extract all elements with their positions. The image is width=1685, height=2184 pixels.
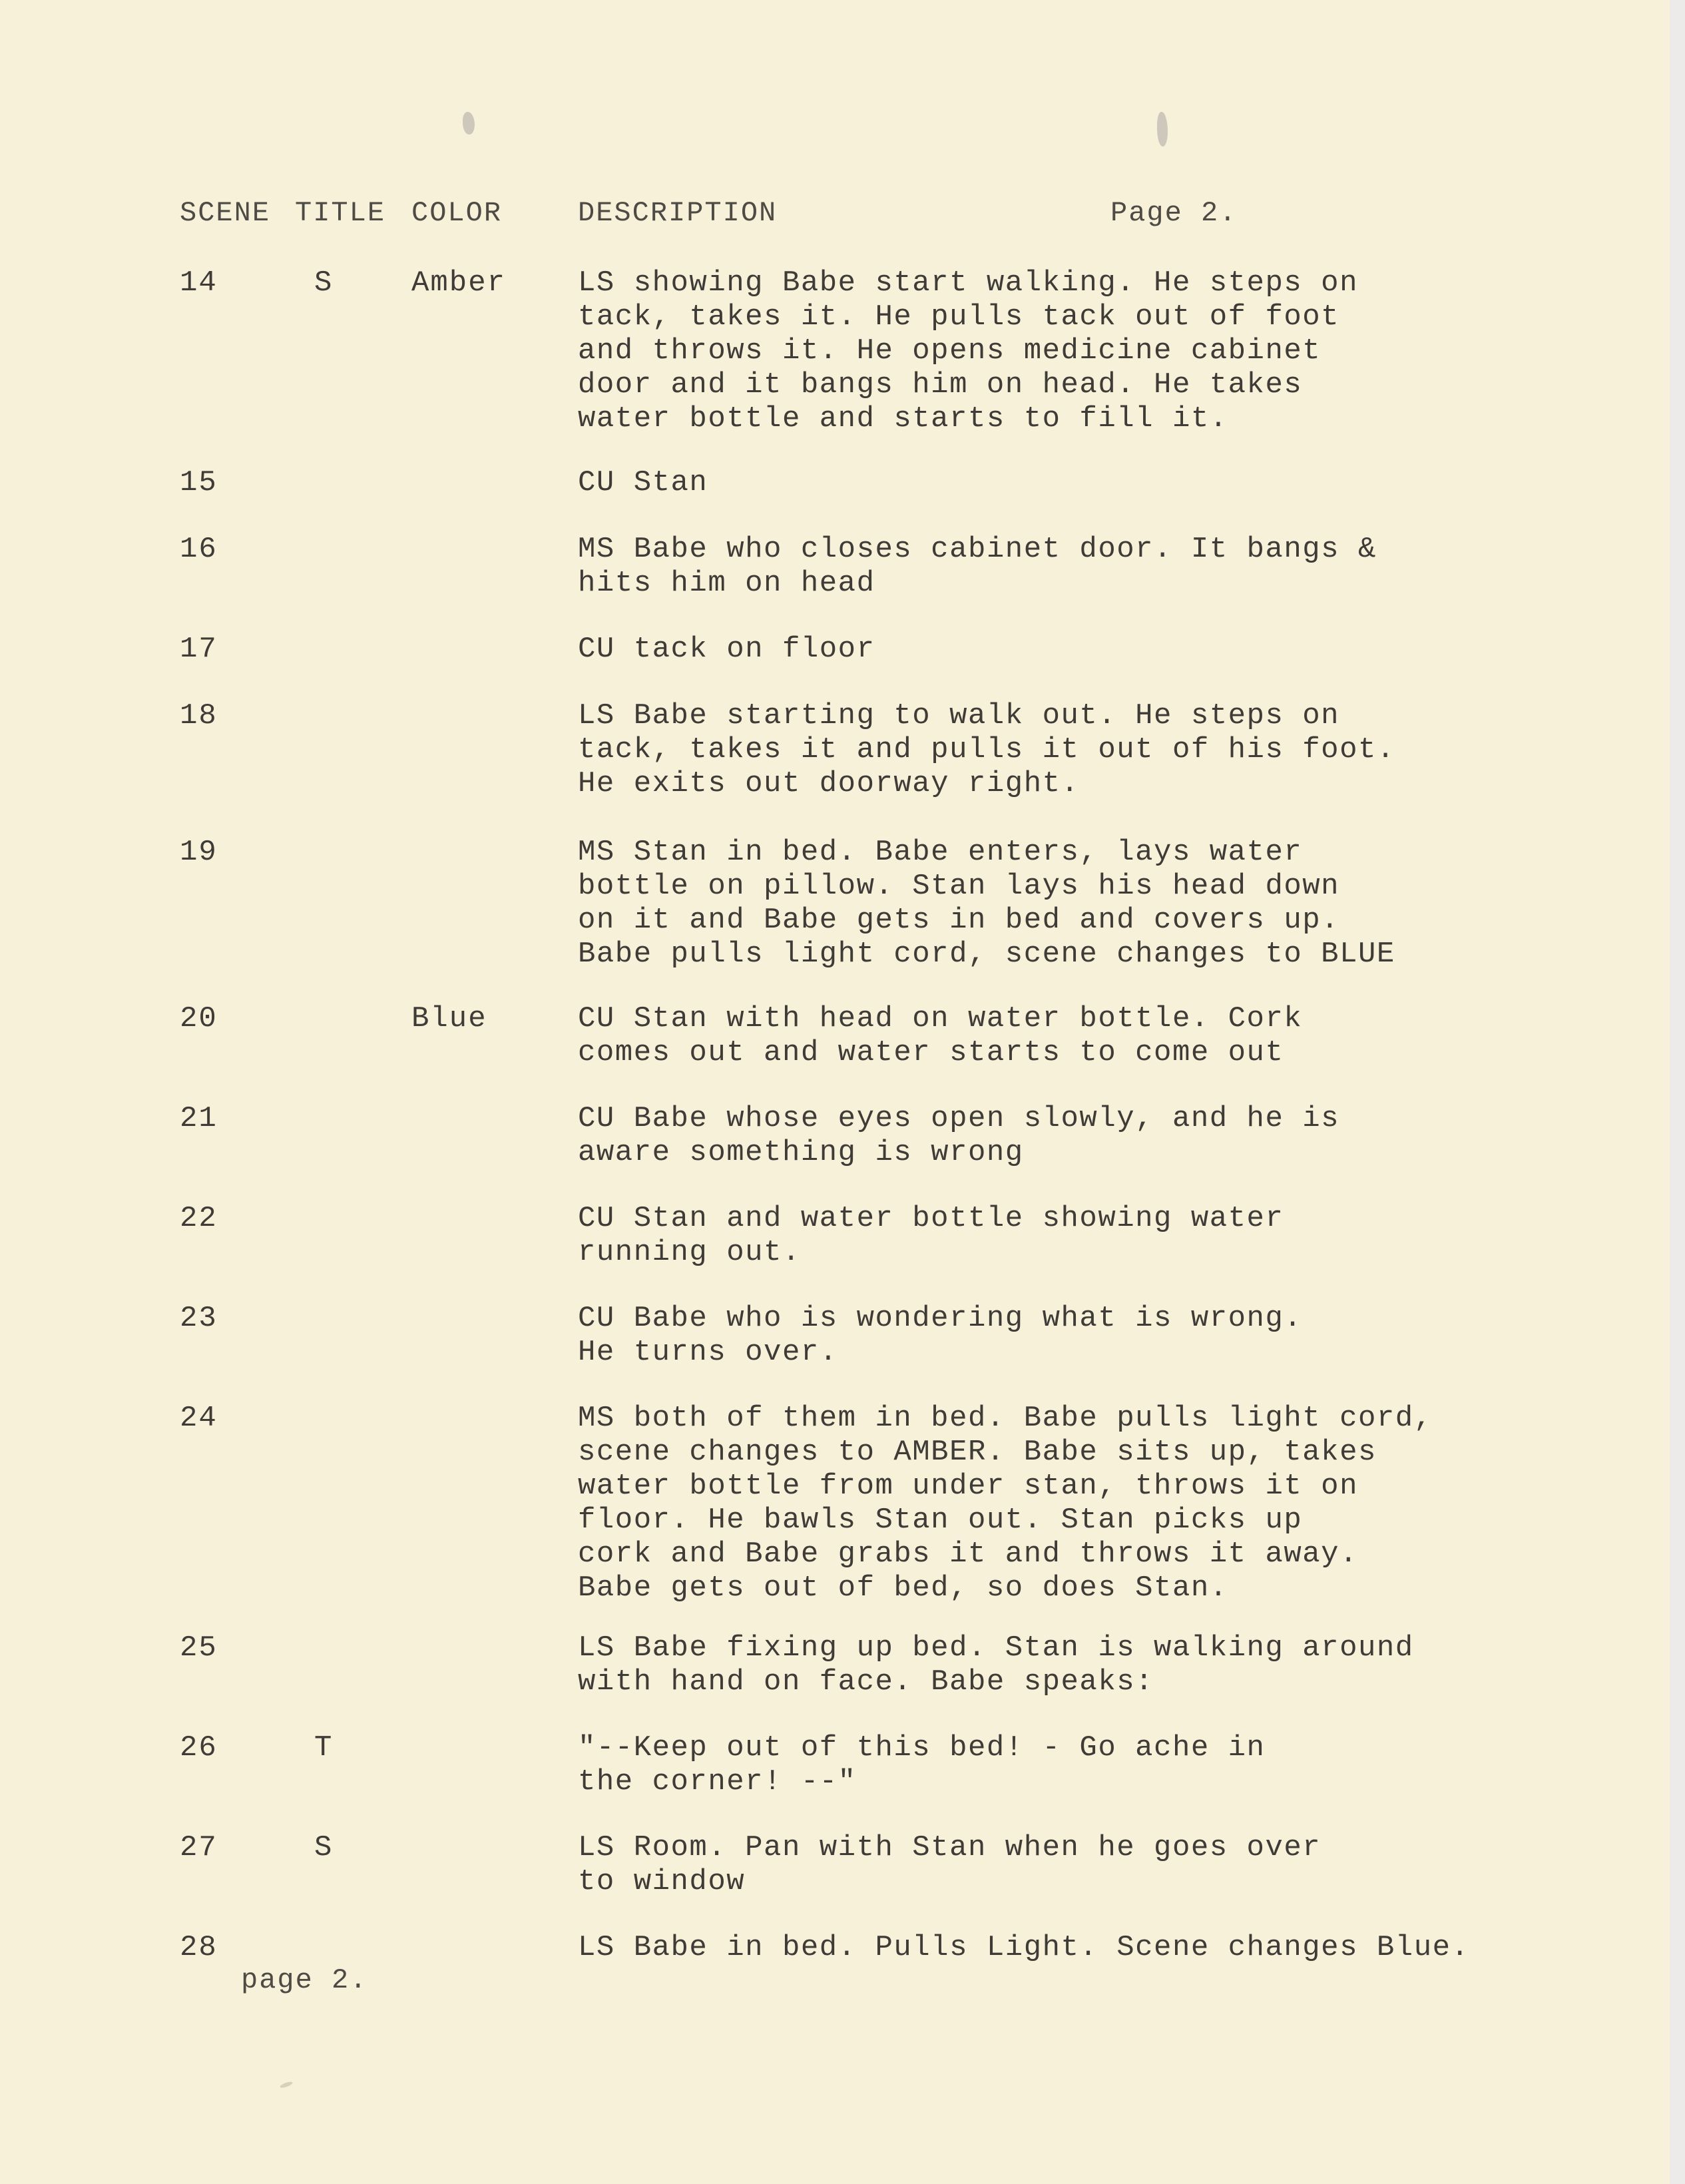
smudge-mark — [280, 2081, 294, 2089]
page-edge — [1670, 0, 1685, 2184]
scene-description — [578, 1631, 1537, 1699]
scene-description — [578, 1731, 1537, 1799]
page-number: Page 2. — [1110, 197, 1238, 229]
scene-description — [578, 1202, 1537, 1270]
scene-number: 28 — [180, 1931, 218, 1964]
description-line: aware something is wrong — [578, 1136, 1024, 1169]
description-line: CU Babe whose eyes open slowly, and he is — [578, 1102, 1340, 1135]
description-line: CU Stan with head on water bottle. Cork — [578, 1002, 1303, 1035]
scene-number: 24 — [180, 1402, 218, 1435]
scene-number: 21 — [180, 1102, 218, 1135]
description-line: CU Babe who is wondering what is wrong. — [578, 1302, 1303, 1335]
description-line: water bottle from under stan, throws it on — [578, 1470, 1358, 1503]
punch-mark — [463, 112, 475, 135]
scene-color: Amber — [411, 266, 507, 300]
scene-description — [578, 533, 1537, 601]
description-line: LS Room. Pan with Stan when he goes over — [578, 1831, 1322, 1864]
description-line: tack, takes it and pulls it out of his foot. — [578, 733, 1395, 766]
scene-number: 20 — [180, 1002, 218, 1035]
description-line: on it and Babe gets in bed and covers up. — [578, 904, 1340, 937]
scene-description — [578, 836, 1537, 971]
scene-title-code: S — [314, 266, 332, 300]
punch-mark — [1157, 112, 1168, 146]
description-line: He turns over. — [578, 1336, 838, 1369]
scene-description — [578, 266, 1537, 436]
scene-number: 23 — [180, 1302, 218, 1335]
scene-number: 18 — [180, 699, 218, 732]
description-line: running out. — [578, 1236, 801, 1269]
description-line: CU Stan and water bottle showing water — [578, 1202, 1284, 1235]
scene-number: 27 — [180, 1831, 218, 1864]
scene-number: 15 — [180, 466, 218, 499]
column-header — [0, 197, 1670, 237]
scene-description — [578, 1931, 1537, 1965]
scene-number: 19 — [180, 836, 218, 869]
description-line: LS Babe fixing up bed. Stan is walking around — [578, 1631, 1414, 1665]
description-line: water bottle and starts to fill it. — [578, 402, 1228, 435]
scene-number: 22 — [180, 1202, 218, 1235]
footer-page-label: page 2. — [241, 1964, 368, 1996]
description-line: door and it bangs him on head. He takes — [578, 368, 1303, 402]
description-line: Babe gets out of bed, so does Stan. — [578, 1571, 1228, 1605]
description-line: floor. He bawls Stan out. Stan picks up — [578, 1503, 1303, 1537]
scene-number: 17 — [180, 633, 218, 666]
description-line: "--Keep out of this bed! - Go ache in — [578, 1731, 1266, 1765]
scene-title-code: S — [314, 1831, 332, 1864]
description-line: MS both of them in bed. Babe pulls light cord, — [578, 1402, 1433, 1435]
scene-description — [578, 699, 1537, 801]
description-line: LS showing Babe start walking. He steps on — [578, 266, 1358, 300]
header-title: TITLE — [295, 197, 386, 229]
scene-number: 14 — [180, 266, 218, 300]
scene-description — [578, 1102, 1537, 1170]
description-line: to window — [578, 1865, 746, 1898]
description-line: comes out and water starts to come out — [578, 1036, 1284, 1069]
description-line: with hand on face. Babe speaks: — [578, 1665, 1154, 1699]
description-line: tack, takes it. He pulls tack out of foot — [578, 300, 1340, 334]
scene-title-code: T — [314, 1731, 332, 1765]
description-line: LS Babe in bed. Pulls Light. Scene changes Blue. — [578, 1931, 1470, 1964]
description-line: scene changes to AMBER. Babe sits up, takes — [578, 1436, 1377, 1469]
header-color: COLOR — [411, 197, 503, 229]
description-line: the corner! --" — [578, 1765, 857, 1798]
description-line: MS Babe who closes cabinet door. It bangs & — [578, 533, 1377, 566]
description-line: Babe pulls light cord, scene changes to BLUE — [578, 938, 1395, 971]
description-line: CU tack on floor — [578, 633, 875, 666]
description-line: and throws it. He opens medicine cabinet — [578, 334, 1322, 368]
scene-number: 25 — [180, 1631, 218, 1665]
scene-description — [578, 1831, 1537, 1899]
header-description: DESCRIPTION — [578, 197, 778, 229]
scene-number: 16 — [180, 533, 218, 566]
scene-number: 26 — [180, 1731, 218, 1765]
header-scene: SCENE — [180, 197, 271, 229]
scene-description — [578, 466, 1537, 500]
scene-description — [578, 1402, 1537, 1605]
description-line: CU Stan — [578, 466, 708, 499]
scene-color: Blue — [411, 1002, 487, 1035]
description-line: bottle on pillow. Stan lays his head down — [578, 870, 1340, 903]
scene-description — [578, 1002, 1537, 1070]
description-line: cork and Babe grabs it and throws it away. — [578, 1537, 1358, 1571]
scene-description — [578, 633, 1537, 667]
description-line: He exits out doorway right. — [578, 767, 1080, 800]
description-line: hits him on head — [578, 567, 875, 600]
description-line: LS Babe starting to walk out. He steps on — [578, 699, 1340, 732]
description-line: MS Stan in bed. Babe enters, lays water — [578, 836, 1303, 869]
scene-description — [578, 1302, 1537, 1370]
